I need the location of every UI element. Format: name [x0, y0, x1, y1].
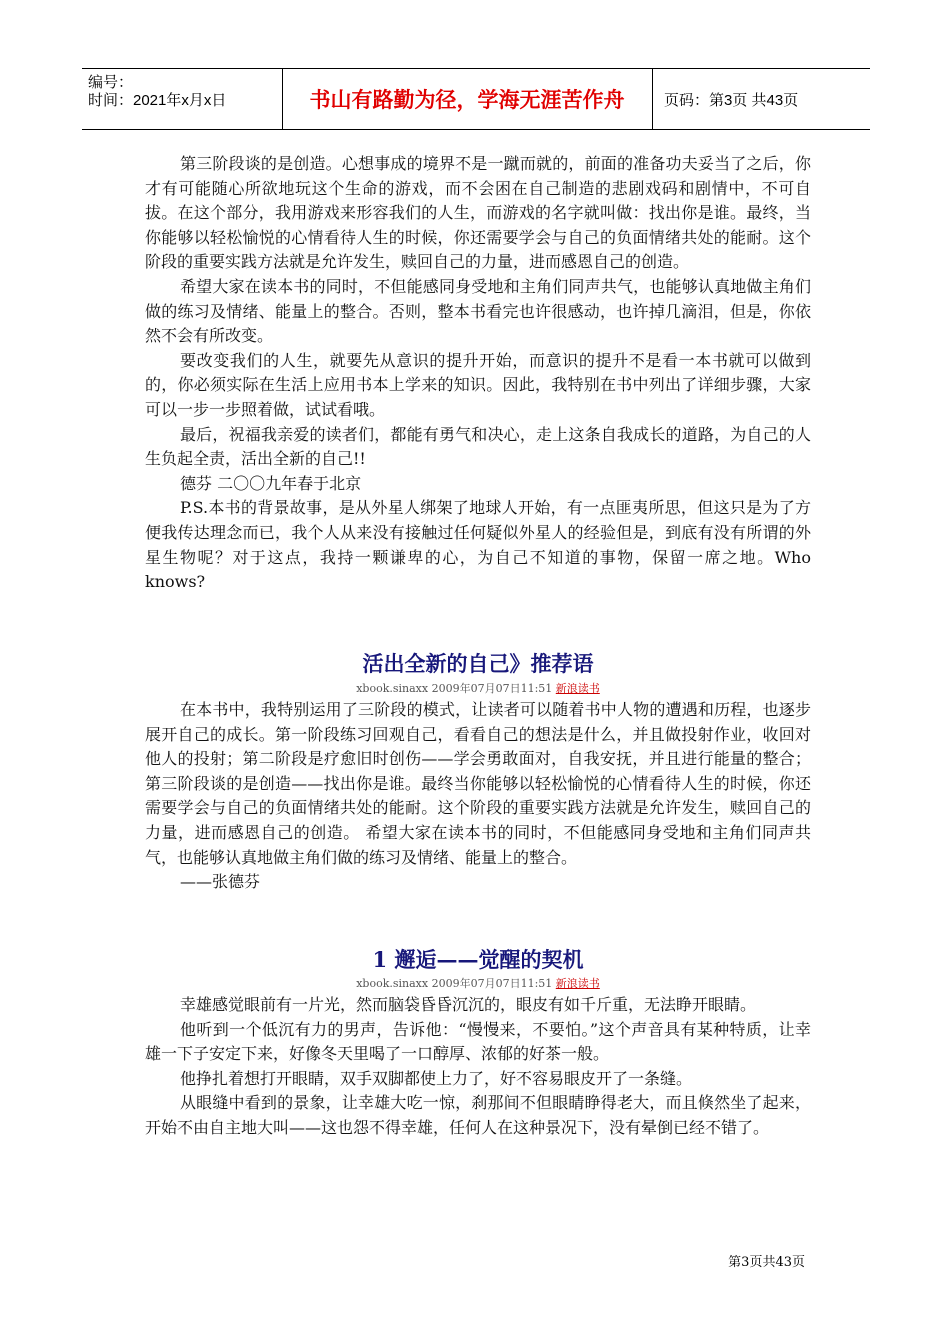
section-title-chapter-1: 1 邂逅——觉醒的契机	[372, 947, 584, 972]
section-intro-text	[145, 152, 811, 595]
paragraph: 在本书中，我特别运用了三阶段的模式，让读者可以随着书中人物的遭遇和历程，也逐步展开自己的成长。第一阶段练习回观自己，看看自己的想法是什么，并且做投射作业，收回对他人的投射；第二阶段是疗愈旧时创伤——学会勇敢面对，自我安抚，并且进行能量的整合；第三阶段谈的是创造——找出你是谁。最终当你能够以轻松愉悦的心情看待人生的时候，你还需要学会与自己的负面情绪共处的能耐。这个阶段的重要实践方法就是允许发生，赎回自己的力量，进而感恩自己的创造。 希望大家在读本书的同时，不但能感同身受地和主角们同声共气，也能够认真地做主角们做的练习及情绪、能量上的整合。	[145, 700, 811, 867]
paragraph: 从眼缝中看到的景象，让幸雄大吃一惊，刹那间不但眼睛睁得老大，而且倏然坐了起来，开始不由自主地大叫——这也怨不得幸雄，任何人在这种景况下，没有晕倒已经不错了。	[145, 1093, 811, 1137]
author-line: ——张德芬	[180, 872, 261, 892]
page-footer-number: 第3页共43页	[728, 1255, 805, 1270]
meta-source-date: xbook.sinaxx 2009年07月07日11:51	[356, 682, 553, 695]
header-time-label: 时间：2021年x月x日	[88, 92, 227, 109]
paragraph: P.S.本书的背景故事，是从外星人绑架了地球人开始，有一点匪夷所思，但这只是为了方便我传达理念而已，我个人从来没有接触过任何疑似外星人的经验但是，到底有没有所谓的外星生物呢？对于这点，我持一颗谦卑的心，为自己不知道的事物，保留一席之地。Who knows?	[145, 498, 811, 592]
header-motto: 书山有路勤为径，学海无涯苦作舟	[282, 69, 653, 129]
paragraph: 幸雄感觉眼前有一片光，然而脑袋昏昏沉沉的，眼皮有如千斤重，无法睁开眼睛。	[180, 995, 757, 1014]
article-meta	[145, 680, 811, 696]
header-page-label: 页码：第3页 共43页	[664, 91, 799, 109]
paragraph: 他挣扎着想打开眼睛，双手双脚都使上力了，好不容易眼皮开了一条缝。	[180, 1068, 693, 1088]
section-title-recommendation: 活出全新的自己》推荐语	[362, 651, 594, 676]
header-number-label: 编号：	[88, 74, 134, 91]
signature-line: 德芬 二〇〇九年春于北京	[180, 473, 362, 493]
sina-reading-link[interactable]: 新浪读书	[555, 682, 600, 695]
paragraph: 第三阶段谈的是创造。心想事成的境界不是一蹴而就的，前面的准备功夫妥当了之后，你才有可能随心所欲地玩这个生命的游戏，而不会困在自己制造的悲剧戏码和剧情中，不可自拔。在这个部分，我用游戏来形容我们的人生，而游戏的名字就叫做：找出你是谁。最终，当你能够以轻松愉悦的心情看待人生的时候，你还需要学会与自己的负面情绪共处的能耐。这个阶段的重要实践方法就是允许发生，赎回自己的力量，进而感恩自己的创造。	[145, 154, 811, 272]
article-meta	[145, 975, 811, 991]
section-recommendation-text	[145, 698, 811, 895]
header-info-cell	[82, 69, 283, 129]
section-chapter-1-text	[145, 993, 811, 1141]
paragraph: 最后，祝福我亲爱的读者们，都能有勇气和决心，走上这条自我成长的道路，为自己的人生负起全责，活出全新的自己!!	[145, 424, 811, 469]
sina-reading-link[interactable]: 新浪读书	[555, 977, 600, 990]
paragraph: 他听到一个低沉有力的男声，告诉他：“慢慢来，不要怕。”这个声音具有某种特质，让幸雄一下子安定下来，好像冬天里喝了一口醇厚、浓郁的好茶一般。	[145, 1019, 811, 1064]
paragraph: 希望大家在读本书的同时，不但能感同身受地和主角们同声共气，也能够认真地做主角们做的练习及情绪、能量上的整合。否则，整本书看完也许很感动，也许掉几滴泪，但是，你依然不会有所改变。	[145, 276, 811, 346]
paragraph: 要改变我们的人生，就要先从意识的提升开始，而意识的提升不是看一本书就可以做到的，你必须实际在生活上应用书本上学来的知识。因此，我特别在书中列出了详细步骤，大家可以一步一步照着做，试试看哦。	[145, 350, 811, 419]
page-header	[82, 68, 870, 130]
meta-source-date: xbook.sinaxx 2009年07月07日11:51	[356, 977, 553, 990]
